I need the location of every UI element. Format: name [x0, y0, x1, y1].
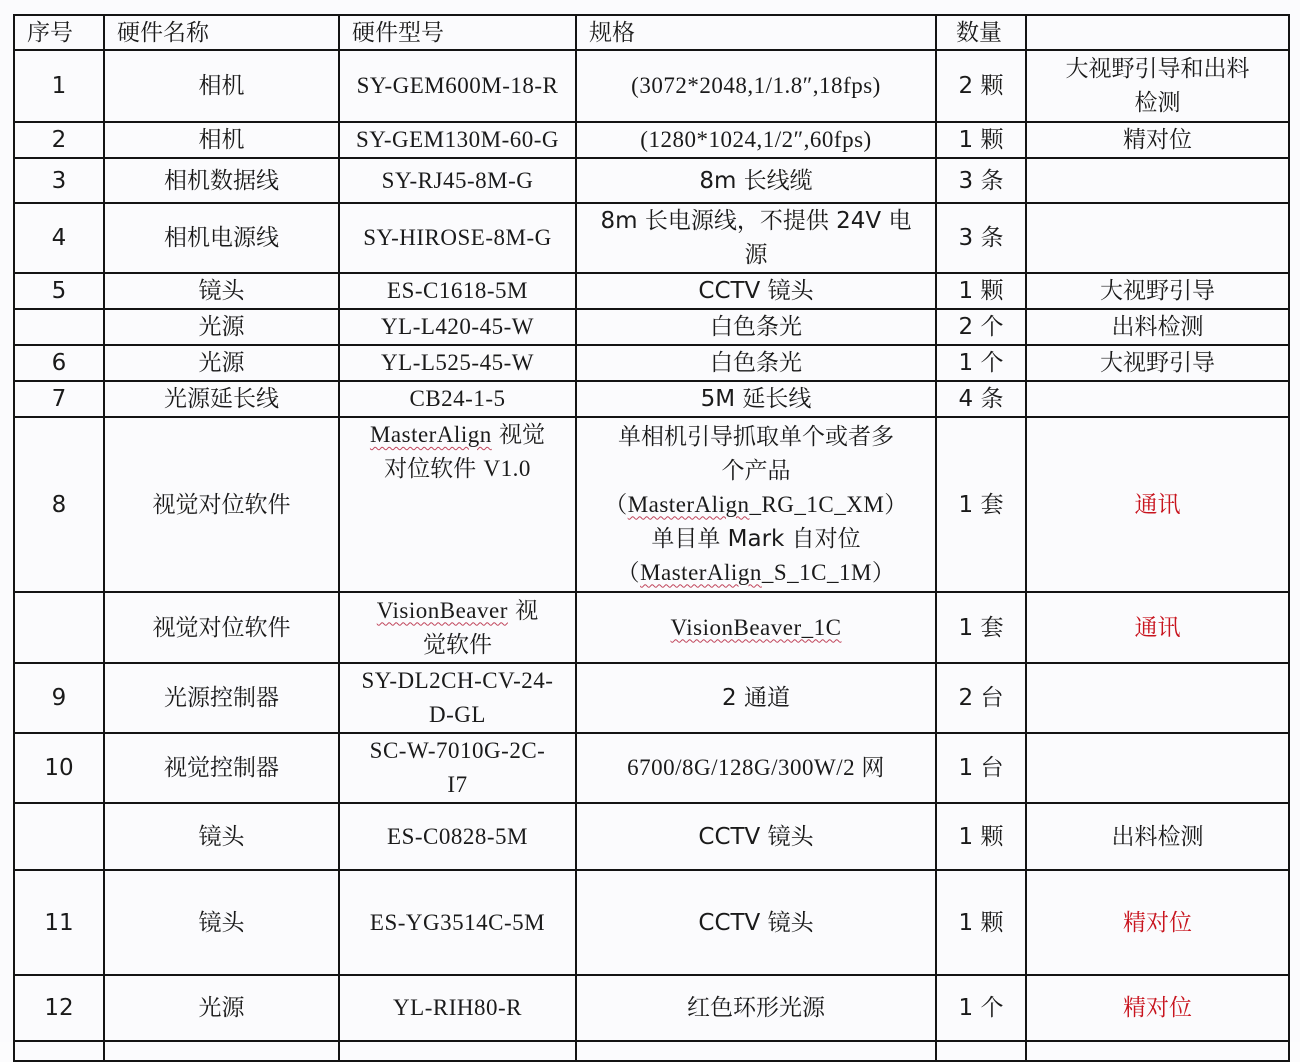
header-quantity: 数量 [936, 15, 1026, 50]
cell-index: 3 [14, 158, 104, 203]
cell-name: 镜头 [104, 273, 339, 309]
cell-index: 11 [14, 870, 104, 975]
cell-note [1026, 50, 1289, 122]
cell-spec: 5M 延长线 [576, 381, 936, 417]
cell-spec: (1280*1024,1/2″,60fps) [576, 122, 936, 158]
cell-name: 光源 [104, 975, 339, 1041]
cell-index [14, 592, 104, 663]
cell-qty: 3 条 [936, 158, 1026, 203]
header-hardware-model: 硬件型号 [339, 15, 576, 50]
cell-index: 7 [14, 381, 104, 417]
cell-model: ES-YG3514C-5M [339, 870, 576, 975]
cell-index: 10 [14, 733, 104, 803]
note-line: 大视野引导和出料 [1065, 56, 1250, 82]
cell-qty: 1 套 [936, 417, 1026, 592]
cell-index: 1 [14, 50, 104, 122]
cell-name: 镜头 [104, 870, 339, 975]
cell-name: 视觉控制器 [104, 733, 339, 803]
cell-qty: 1 颗 [936, 273, 1026, 309]
cell-name: 光源控制器 [104, 663, 339, 733]
spellcheck-flagged-word: VisionBeaver [376, 597, 508, 623]
cell-model [339, 417, 576, 592]
cell-index: 8 [14, 417, 104, 592]
model-line: 觉软件 [423, 631, 492, 658]
cell-spec: 红色环形光源 [576, 975, 936, 1041]
cell-qty: 4 条 [936, 381, 1026, 417]
spec-line: 个产品 [721, 457, 791, 484]
table-row [14, 50, 1289, 122]
table-row [14, 122, 1289, 158]
table-row [14, 803, 1289, 870]
header-note [1026, 15, 1289, 50]
table-row [14, 417, 1289, 592]
cell-model: ES-C1618-5M [339, 273, 576, 309]
cell-note [1026, 203, 1289, 273]
cell-note [1026, 381, 1289, 417]
table-row [14, 381, 1289, 417]
cell-note: 大视野引导 [1026, 345, 1289, 381]
cell-name: 光源 [104, 309, 339, 345]
table-row [14, 273, 1289, 309]
spec-line: （MasterAlign_S_1C_1M） [616, 559, 896, 585]
cell-index: 6 [14, 345, 104, 381]
spec-line: （MasterAlign_RG_1C_XM） [604, 491, 908, 517]
header-hardware-name: 硬件名称 [104, 15, 339, 50]
model-line: 对位软件 V1.0 [384, 456, 531, 482]
cell-index [14, 803, 104, 870]
cell-model: YL-RIH80-R [339, 975, 576, 1041]
cell-note: 出料检测 [1026, 309, 1289, 345]
cell-name: 视觉对位软件 [104, 592, 339, 663]
cell-qty: 1 台 [936, 733, 1026, 803]
table-row [14, 975, 1289, 1041]
cell-note [1026, 158, 1289, 203]
table-row [14, 203, 1289, 273]
table-row [14, 663, 1289, 733]
cell-spec: 6700/8G/128G/300W/2 网 [576, 733, 936, 803]
model-line: SC-W-7010G-2C- [369, 738, 546, 763]
model-line: I7 [447, 772, 468, 797]
table-row [14, 158, 1289, 203]
cell-qty: 2 颗 [936, 50, 1026, 122]
cell-model: YL-L420-45-W [339, 309, 576, 345]
cell-note [1026, 663, 1289, 733]
spec-line: 源 [744, 242, 768, 268]
cell-note: 通讯 [1026, 417, 1289, 592]
table-row [14, 592, 1289, 663]
cell-name: 光源延长线 [104, 381, 339, 417]
cell-name: 相机 [104, 122, 339, 158]
cell-note: 精对位 [1026, 122, 1289, 158]
cell-qty: 1 颗 [936, 122, 1026, 158]
cell-note: 出料检测 [1026, 803, 1289, 870]
cell-spec: 2 通道 [576, 663, 936, 733]
cell-spec: 白色条光 [576, 345, 936, 381]
table-row-partial [14, 1041, 1289, 1061]
hardware-spec-table [13, 14, 1290, 1062]
cell-note [1026, 733, 1289, 803]
cell-index: 4 [14, 203, 104, 273]
cell-model: SY-HIROSE-8M-G [339, 203, 576, 273]
cell-index: 2 [14, 122, 104, 158]
spec-line: 单目单 Mark 自对位 [651, 525, 861, 552]
cell-model: CB24-1-5 [339, 381, 576, 417]
model-line: VisionBeaver 视 [376, 597, 539, 624]
cell-name: 视觉对位软件 [104, 417, 339, 592]
header-specification: 规格 [576, 15, 936, 50]
spec-line: 单相机引导抓取单个或者多 [618, 423, 894, 450]
table-row [14, 345, 1289, 381]
cell-note: 精对位 [1026, 975, 1289, 1041]
cell-spec: 白色条光 [576, 309, 936, 345]
table-row [14, 733, 1289, 803]
cell-index [14, 309, 104, 345]
cell-name: 相机数据线 [104, 158, 339, 203]
cell-model: SY-RJ45-8M-G [339, 158, 576, 203]
header-index: 序号 [14, 15, 104, 50]
cell-model: YL-L525-45-W [339, 345, 576, 381]
table-header-row [14, 15, 1289, 50]
cell-model: SY-GEM600M-18-R [339, 50, 576, 122]
table-row [14, 870, 1289, 975]
cell-spec [576, 592, 936, 663]
cell-spec: CCTV 镜头 [576, 273, 936, 309]
cell-model [339, 733, 576, 803]
cell-model [339, 592, 576, 663]
cell-qty: 1 颗 [936, 803, 1026, 870]
cell-note: 大视野引导 [1026, 273, 1289, 309]
cell-name: 光源 [104, 345, 339, 381]
cell-spec: CCTV 镜头 [576, 870, 936, 975]
cell-name: 相机电源线 [104, 203, 339, 273]
cell-model [339, 663, 576, 733]
note-line: 检测 [1134, 90, 1181, 116]
cell-spec: CCTV 镜头 [576, 803, 936, 870]
cell-index: 5 [14, 273, 104, 309]
cell-note: 精对位 [1026, 870, 1289, 975]
cell-spec [576, 417, 936, 592]
cell-spec: (3072*2048,1/1.8″,18fps) [576, 50, 936, 122]
cell-name: 相机 [104, 50, 339, 122]
cell-qty: 1 个 [936, 345, 1026, 381]
cell-qty: 1 个 [936, 975, 1026, 1041]
model-line: D-GL [429, 702, 486, 727]
spec-line: 8m 长电源线，不提供 24V 电 [600, 208, 912, 234]
cell-qty: 1 套 [936, 592, 1026, 663]
cell-name: 镜头 [104, 803, 339, 870]
model-line: MasterAlign 视觉 [369, 422, 546, 448]
cell-qty: 1 颗 [936, 870, 1026, 975]
cell-model: SY-GEM130M-60-G [339, 122, 576, 158]
cell-spec: 8m 长线缆 [576, 158, 936, 203]
cell-index: 12 [14, 975, 104, 1041]
cell-qty: 2 个 [936, 309, 1026, 345]
table-row [14, 309, 1289, 345]
spellcheck-flagged-word: MasterAlign [369, 422, 492, 447]
spellcheck-flagged-word: VisionBeaver_1C [670, 614, 842, 640]
model-line: SY-DL2CH-CV-24- [361, 668, 554, 693]
cell-note: 通讯 [1026, 592, 1289, 663]
cell-qty: 2 台 [936, 663, 1026, 733]
cell-spec [576, 203, 936, 273]
cell-qty: 3 条 [936, 203, 1026, 273]
cell-index: 9 [14, 663, 104, 733]
cell-model: ES-C0828-5M [339, 803, 576, 870]
